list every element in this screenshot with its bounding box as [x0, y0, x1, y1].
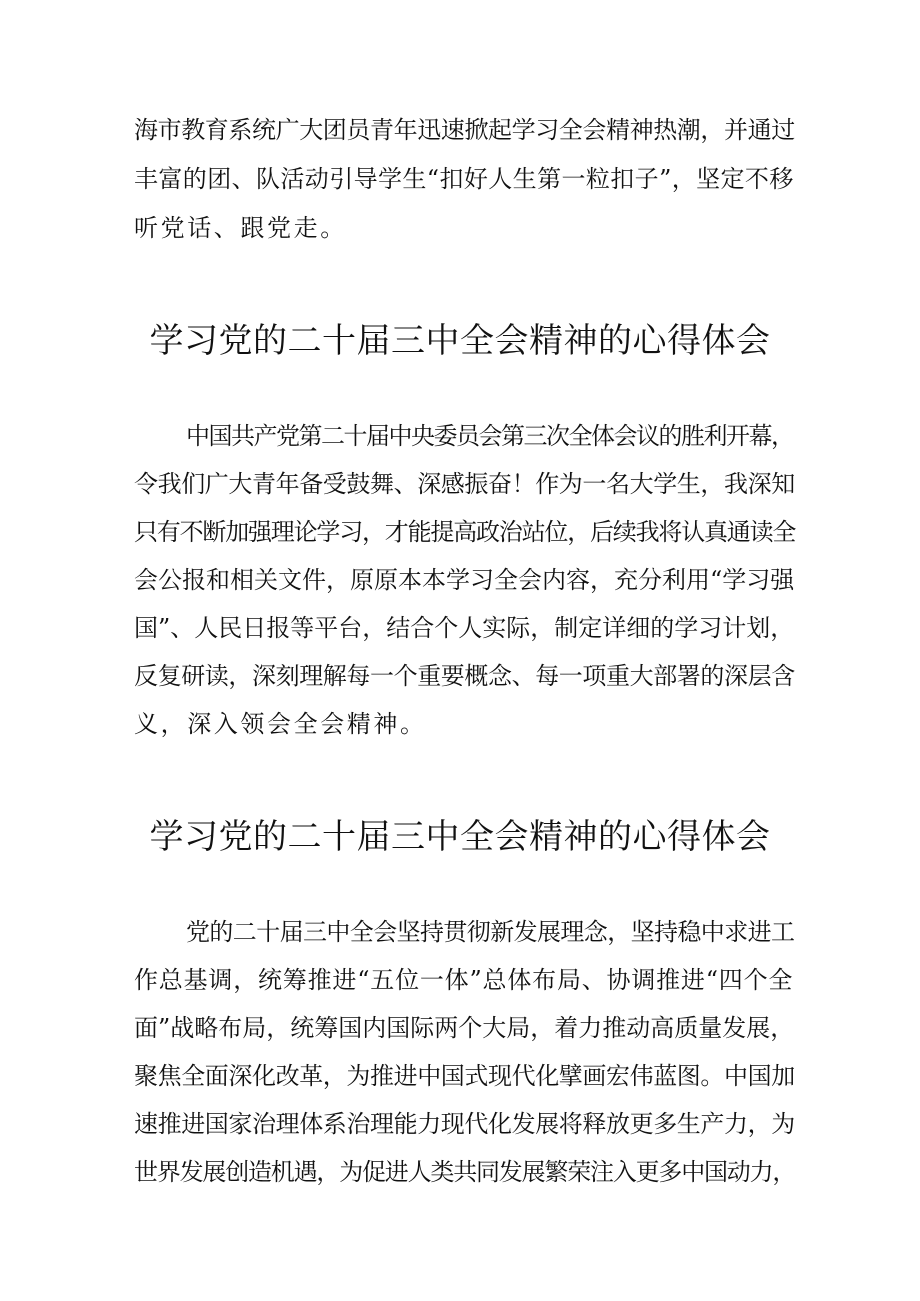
paragraph-line: 听党话、跟党走。 — [134, 214, 347, 242]
paragraph-line: 聚焦全面深化改革，为推进中国式现代化擘画宏伟蓝图。中国加 — [134, 1062, 795, 1090]
paragraph-line: 党的二十届三中全会坚持贯彻新发展理念，坚持稳中求进工 — [186, 918, 795, 946]
section-title: 学习党的二十届三中全会精神的心得体会 — [149, 321, 771, 361]
paragraph-line: 国”、人民日报等平台，结合个人实际，制定详细的学习计划， — [134, 614, 795, 642]
paragraph-line: 速推进国家治理体系治理能力现代化发展将释放更多生产力，为 — [134, 1110, 795, 1138]
paragraph-line: 世界发展创造机遇，为促进人类共同发展繁荣注入更多中国动力， — [134, 1158, 796, 1186]
paragraph-line: 义，深入领会全会精神。 — [134, 710, 427, 738]
paragraph-line: 海市教育系统广大团员青年迅速掀起学习全会精神热潮，并通过 — [134, 116, 795, 144]
paragraph-line: 只有不断加强理论学习，才能提高政治站位，后续我将认真通读全 — [134, 518, 796, 546]
section-title: 学习党的二十届三中全会精神的心得体会 — [149, 817, 771, 857]
paragraph-line: 作总基调，统筹推进“五位一体”总体布局、协调推进“四个全 — [134, 966, 794, 994]
paragraph-line: 会公报和相关文件，原原本本学习全会内容，充分利用“学习强 — [134, 566, 795, 594]
paragraph-line: 丰富的团、队活动引导学生“扣好人生第一粒扣子”，坚定不移 — [134, 165, 794, 193]
paragraph-line: 中国共产党第二十届中央委员会第三次全体会议的胜利开幕， — [186, 422, 794, 450]
paragraph-line: 面”战略布局，统筹国内国际两个大局，着力推动高质量发展， — [134, 1014, 795, 1042]
paragraph-line: 令我们广大青年备受鼓舞、深感振奋！作为一名大学生，我深知 — [134, 470, 795, 498]
paragraph-line: 反复研读，深刻理解每一个重要概念、每一项重大部署的深层含 — [134, 662, 795, 690]
